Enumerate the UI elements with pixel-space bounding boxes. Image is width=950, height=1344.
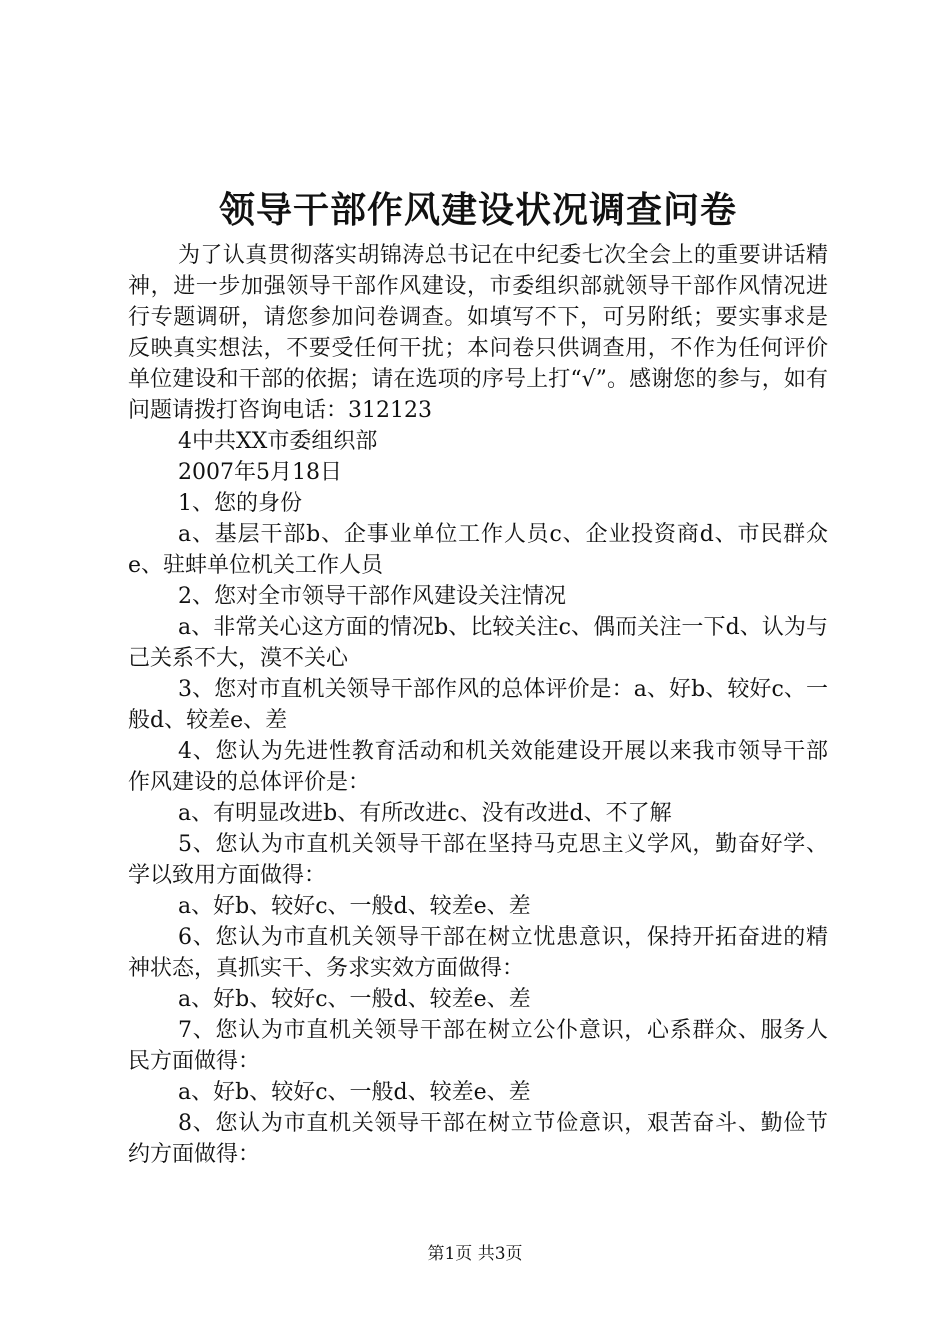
question-5: 5、您认为市直机关领导干部在坚持马克思主义学风，勤奋好学、学以致用方面做得：: [128, 832, 828, 888]
question-7: 7、您认为市直机关领导干部在树立公仆意识，心系群众、服务人民方面做得：: [128, 1018, 828, 1074]
question-6: 6、您认为市直机关领导干部在树立忧患意识，保持开拓奋进的精神状态，真抓实干、务求实效方面做得：: [128, 925, 828, 981]
question-6-options: a、好b、较好c、一般d、较差e、差: [178, 987, 531, 1012]
org-line: 4中共XX市委组织部: [178, 429, 378, 454]
page-title: 领导干部作风建设状况调查问卷: [218, 189, 737, 231]
date-line: 2007年5月18日: [178, 460, 342, 485]
intro-paragraph: 为了认真贯彻落实胡锦涛总书记在中纪委七次全会上的重要讲话精神，进一步加强领导干部作风建设，市委组织部就领导干部作风情况进行专题调研，请您参加问卷调查。如填写不下，可另附纸；要实事求是反映真实想法，不要受任何干扰；本问卷只供调查用，不作为任何评价单位建设和干部的依据；请在选项的序号上打“√”。感谢您的参与，如有问题请拨打咨询电话：312123: [128, 243, 828, 423]
question-4: 4、您认为先进性教育活动和机关效能建设开展以来我市领导干部作风建设的总体评价是：: [128, 739, 828, 795]
question-3: 3、您对市直机关领导干部作风的总体评价是：a、好b、较好c、一般d、较差e、差: [128, 677, 828, 733]
question-1-options: a、基层干部b、企事业单位工作人员c、企业投资商d、市民群众e、驻蚌单位机关工作人员: [128, 522, 828, 578]
question-2: 2、您对全市领导干部作风建设关注情况: [178, 584, 566, 609]
question-7-options: a、好b、较好c、一般d、较差e、差: [178, 1080, 531, 1105]
question-5-options: a、好b、较好c、一般d、较差e、差: [178, 894, 531, 919]
page-footer: 第1页 共3页: [427, 1244, 523, 1264]
question-8: 8、您认为市直机关领导干部在树立节俭意识，艰苦奋斗、勤俭节约方面做得：: [128, 1111, 828, 1167]
document-page: [128, 180, 828, 1170]
question-1: 1、您的身份: [178, 491, 302, 516]
question-2-options: a、非常关心这方面的情况b、比较关注c、偶而关注一下d、认为与己关系不大，漠不关心: [128, 615, 828, 671]
question-4-options: a、有明显改进b、有所改进c、没有改进d、不了解: [178, 801, 672, 826]
